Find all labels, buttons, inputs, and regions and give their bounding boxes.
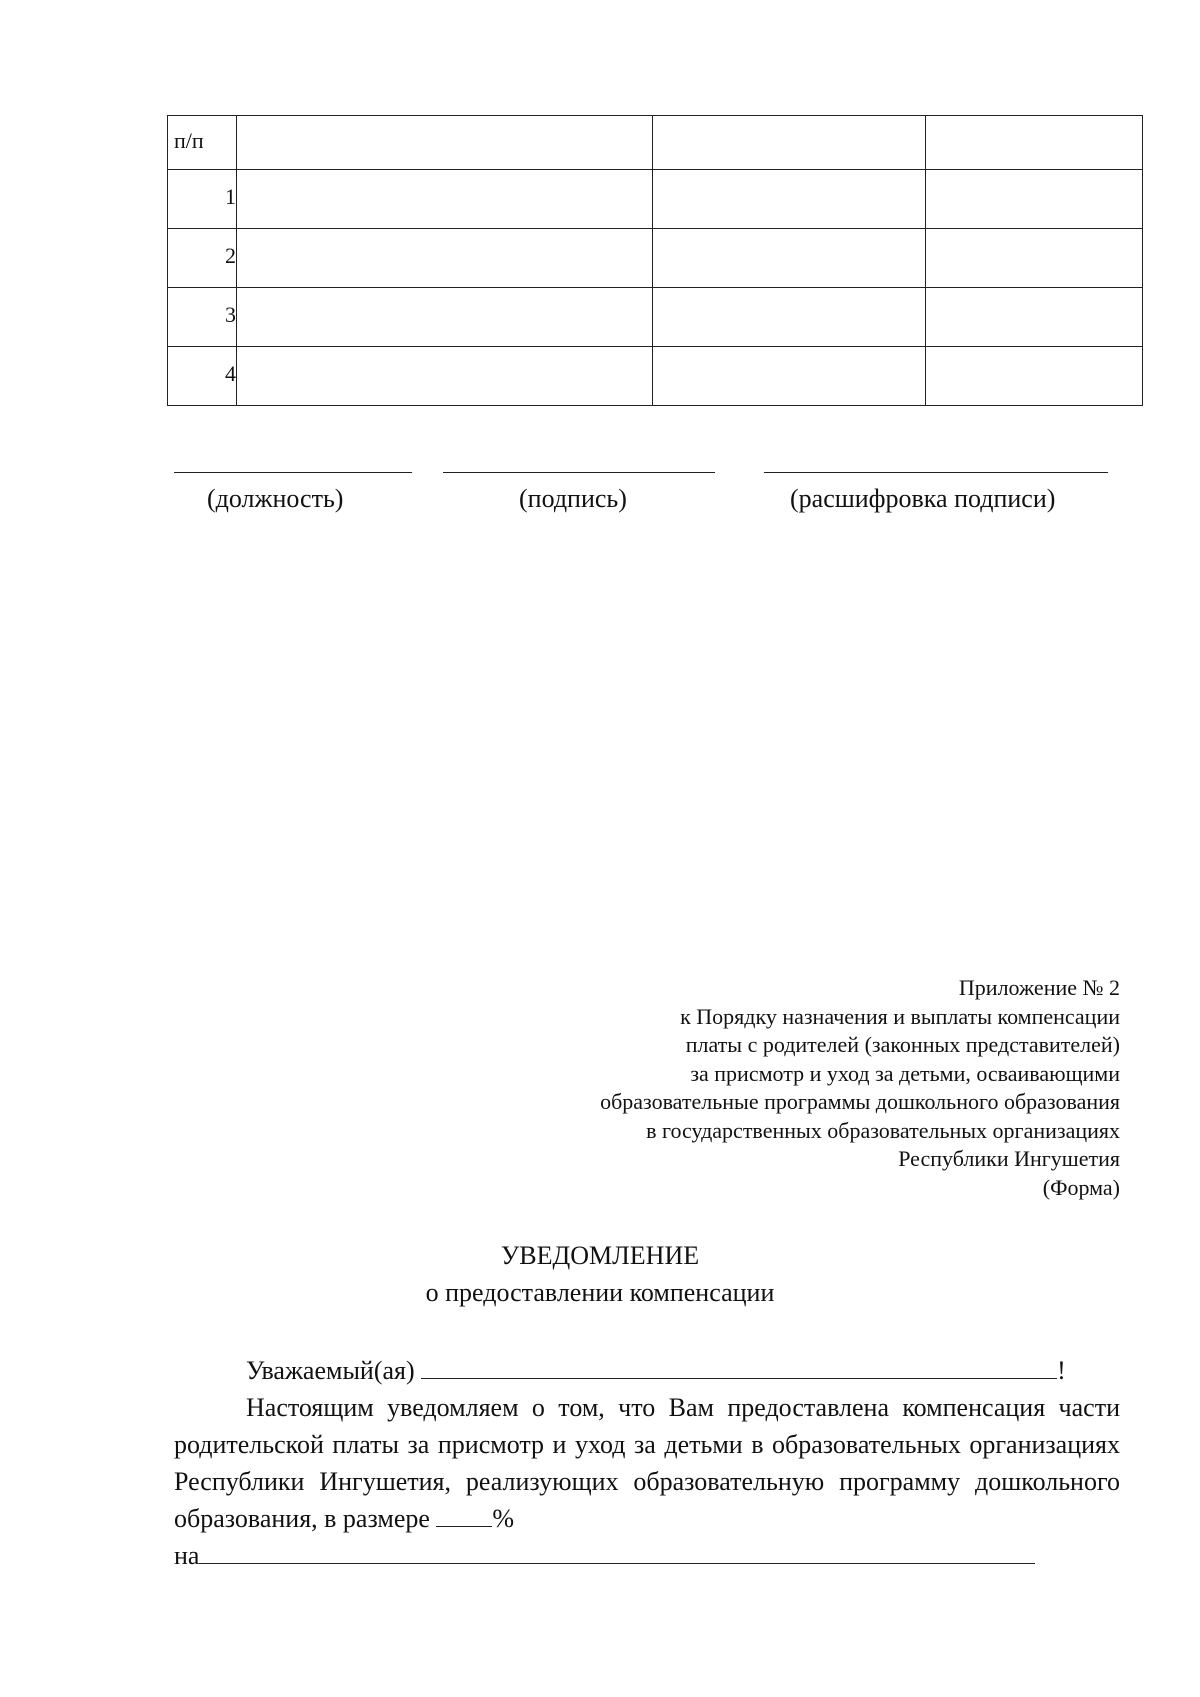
header-cell-2: [237, 116, 653, 170]
appendix-line: к Порядку назначения и выплаты компенсации: [680, 1003, 1120, 1029]
appendix-line: платы с родителей (законных представителей): [685, 1032, 1120, 1057]
table-row: [168, 170, 1143, 229]
row-number: 1: [225, 184, 236, 209]
period-field: [199, 1537, 1035, 1564]
row-number: 2: [225, 243, 236, 268]
position-signature-line: [174, 472, 412, 473]
staff-table: [167, 115, 1143, 406]
table-header-row: [168, 116, 1143, 170]
greeting-end: !: [1057, 1356, 1066, 1385]
decoding-label: (расшифровка подписи): [790, 484, 1056, 513]
table-row: [168, 288, 1143, 347]
appendix-line: Республики Ингушетия: [898, 1146, 1120, 1171]
notice-body: [174, 1352, 1120, 1574]
form-label: (Форма): [1042, 1174, 1120, 1200]
percent-field: [436, 1500, 492, 1527]
greeting-text: Уважаемый(ая): [246, 1356, 415, 1385]
recipient-name-field: [421, 1352, 1057, 1379]
notice-title: УВЕДОМЛЕНИЕ: [500, 1241, 700, 1270]
greeting-line: [174, 1352, 1120, 1389]
period-line: [174, 1537, 1120, 1574]
table-row: [168, 347, 1143, 406]
table-row: [168, 229, 1143, 288]
appendix-line: в государственных образовательных организациях: [646, 1117, 1120, 1143]
signature-line: [443, 472, 715, 473]
notice-subtitle: о предоставлении компенсации: [425, 1278, 775, 1307]
header-cell-4: [926, 116, 1143, 170]
appendix-title: Приложение № 2: [958, 975, 1120, 1000]
appendix-line: за присмотр и уход за детьми, осваивающими: [690, 1060, 1120, 1086]
decoding-signature-line: [764, 472, 1108, 473]
header-cell-number: п/п: [168, 116, 237, 170]
appendix-block: [600, 974, 1120, 1202]
appendix-line: образовательные программы дошкольного образования: [600, 1089, 1120, 1114]
row-number: 3: [225, 302, 236, 327]
signature-label: (подпись): [519, 484, 627, 513]
position-label: (должность): [207, 484, 344, 513]
row-number: 4: [225, 361, 236, 386]
header-cell-3: [653, 116, 926, 170]
notice-paragraph: Настоящим уведомляем о том, что Вам предоставлена компенсация части родительской платы за присмотр и уход за детьми в образовательных организациях Республики Ингушетия, реализующих образовательную программу дошкольного образования, в размере %: [174, 1393, 1120, 1533]
on-label: на: [174, 1541, 200, 1570]
